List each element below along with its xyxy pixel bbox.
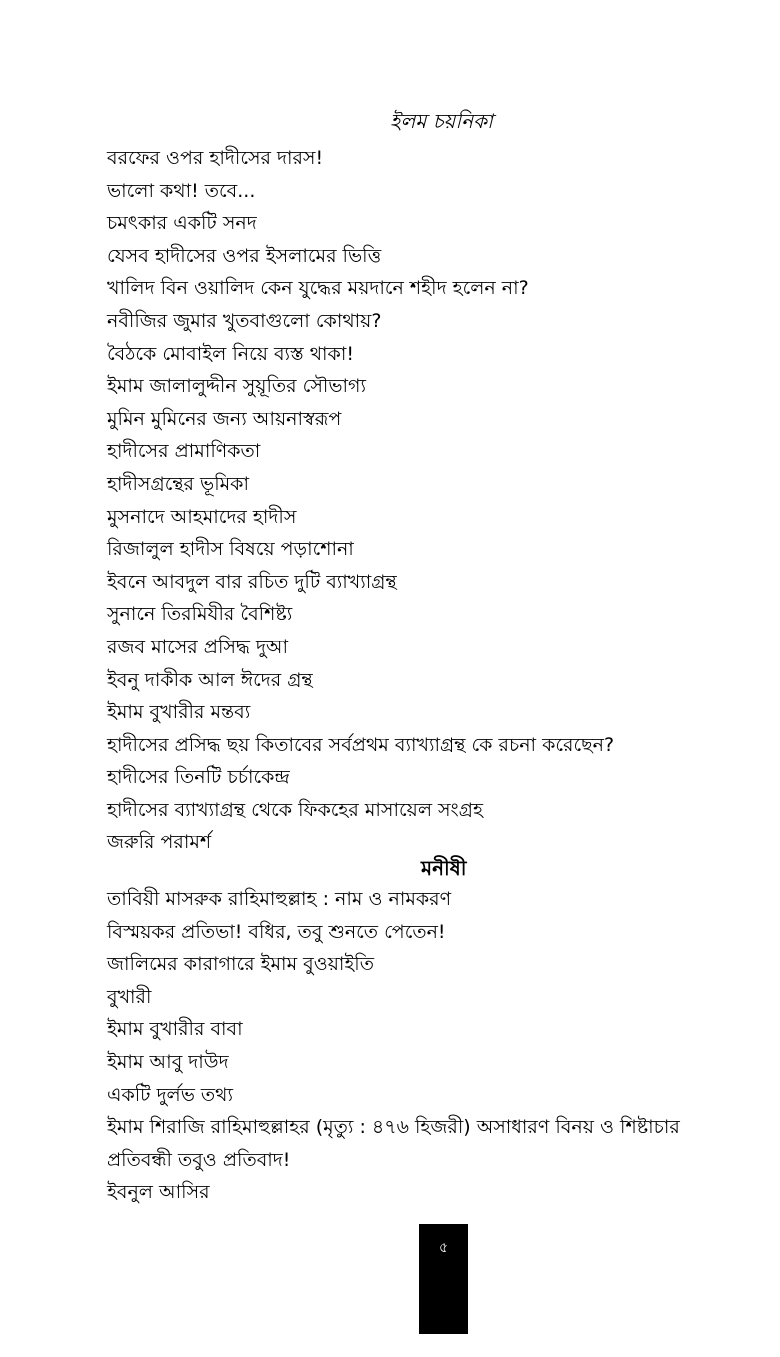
toc-entry: জরুরি পরামর্শ [107,831,212,854]
toc-entry: ইমাম শিরাজি রাহিমাহুল্লাহর (মৃত্যু : ৪৭৬ হিজরী) অসাধারণ বিনয় ও শিষ্টাচার [107,1116,680,1139]
page-number: ৫ [438,1240,449,1256]
toc-entry: ইমাম বুখারীর বাবা [107,1018,243,1041]
toc-entry: জালিমের কারাগারে ইমাম বুওয়াইতি [107,953,374,976]
toc-list-ilm-choyonika [107,142,614,859]
toc-entry: বরফের ওপর হাদীসের দারস! [107,147,324,169]
toc-entry: ইমাম বুখারীর মন্তব্য [107,701,251,724]
toc-entry: বিস্ময়কর প্রতিভা! বধির, তবু শুনতে পেতেন! [107,920,446,943]
toc-entry: বৈঠকে মোবাইল নিয়ে ব্যস্ত থাকা! [107,342,354,365]
toc-entry: ভালো কথা! তবে... [107,179,256,202]
page-number-tab [419,1224,468,1334]
toc-entry: হাদীসের প্রসিদ্ধ ছয় কিতাবের সর্বপ্রথম ব্যাখ্যাগ্রন্থ কে রচনা করেছেন? [107,733,615,756]
section-heading-monishi: মনীষী [421,856,467,880]
toc-entry: হাদীসের তিনটি চর্চাকেন্দ্র [107,766,290,789]
toc-entry: হাদীসের ব্যাখ্যাগ্রন্থ থেকে ফিকহের মাসায়েল সংগ্রহ [107,798,483,821]
toc-entry: তাবিয়ী মাসরুক রাহিমাহুল্লাহ : নাম ও নামকরণ [107,888,452,910]
toc-entry: হাদীসগ্রন্থের ভূমিকা [107,472,249,495]
toc-entry: ইবনুল আসির [107,1181,210,1204]
toc-entry: ইমাম আবু দাউদ [107,1050,229,1073]
toc-entry: বুখারী [107,985,152,1008]
toc-list-monishi [107,883,680,1209]
toc-entry: ইমাম জালালুদ্দীন সুয়ূতির সৌভাগ্য [107,375,366,398]
toc-entry: একটি দুর্লভ তথ্য [107,1083,233,1106]
toc-entry: রিজালুল হাদীস বিষয়ে পড়াশোনা [107,538,354,561]
toc-entry: হাদীসের প্রামাণিকতা [107,440,261,463]
toc-entry: মুসনাদে আহমাদের হাদীস [107,505,297,528]
toc-entry: নবীজির জুমার খুতবাগুলো কোথায়? [107,309,382,332]
toc-entry: খালিদ বিন ওয়ালিদ কেন যুদ্ধের ময়দানে শহীদ হলেন না? [107,277,529,300]
toc-entry: ইবনে আবদুল বার রচিত দুটি ব্যাখ্যাগ্রন্থ [107,570,397,593]
toc-entry: প্রতিবন্ধী তবুও প্রতিবাদ! [107,1148,291,1171]
toc-entry: মুমিন মুমিনের জন্য আয়নাস্বরূপ [107,407,342,430]
toc-entry: রজব মাসের প্রসিদ্ধ দুআ [107,635,289,658]
toc-entry: সুনানে তিরমিযীর বৈশিষ্ট্য [107,603,293,626]
section-heading-ilm-choyonika: ইলম চয়নিকা [390,109,493,133]
toc-entry: চমৎকার একটি সনদ [107,212,257,235]
toc-entry: ইবনু দাকীক আল ঈদের গ্রন্থ [107,668,313,691]
toc-entry: যেসব হাদীসের ওপর ইসলামের ভিত্তি [107,244,382,267]
